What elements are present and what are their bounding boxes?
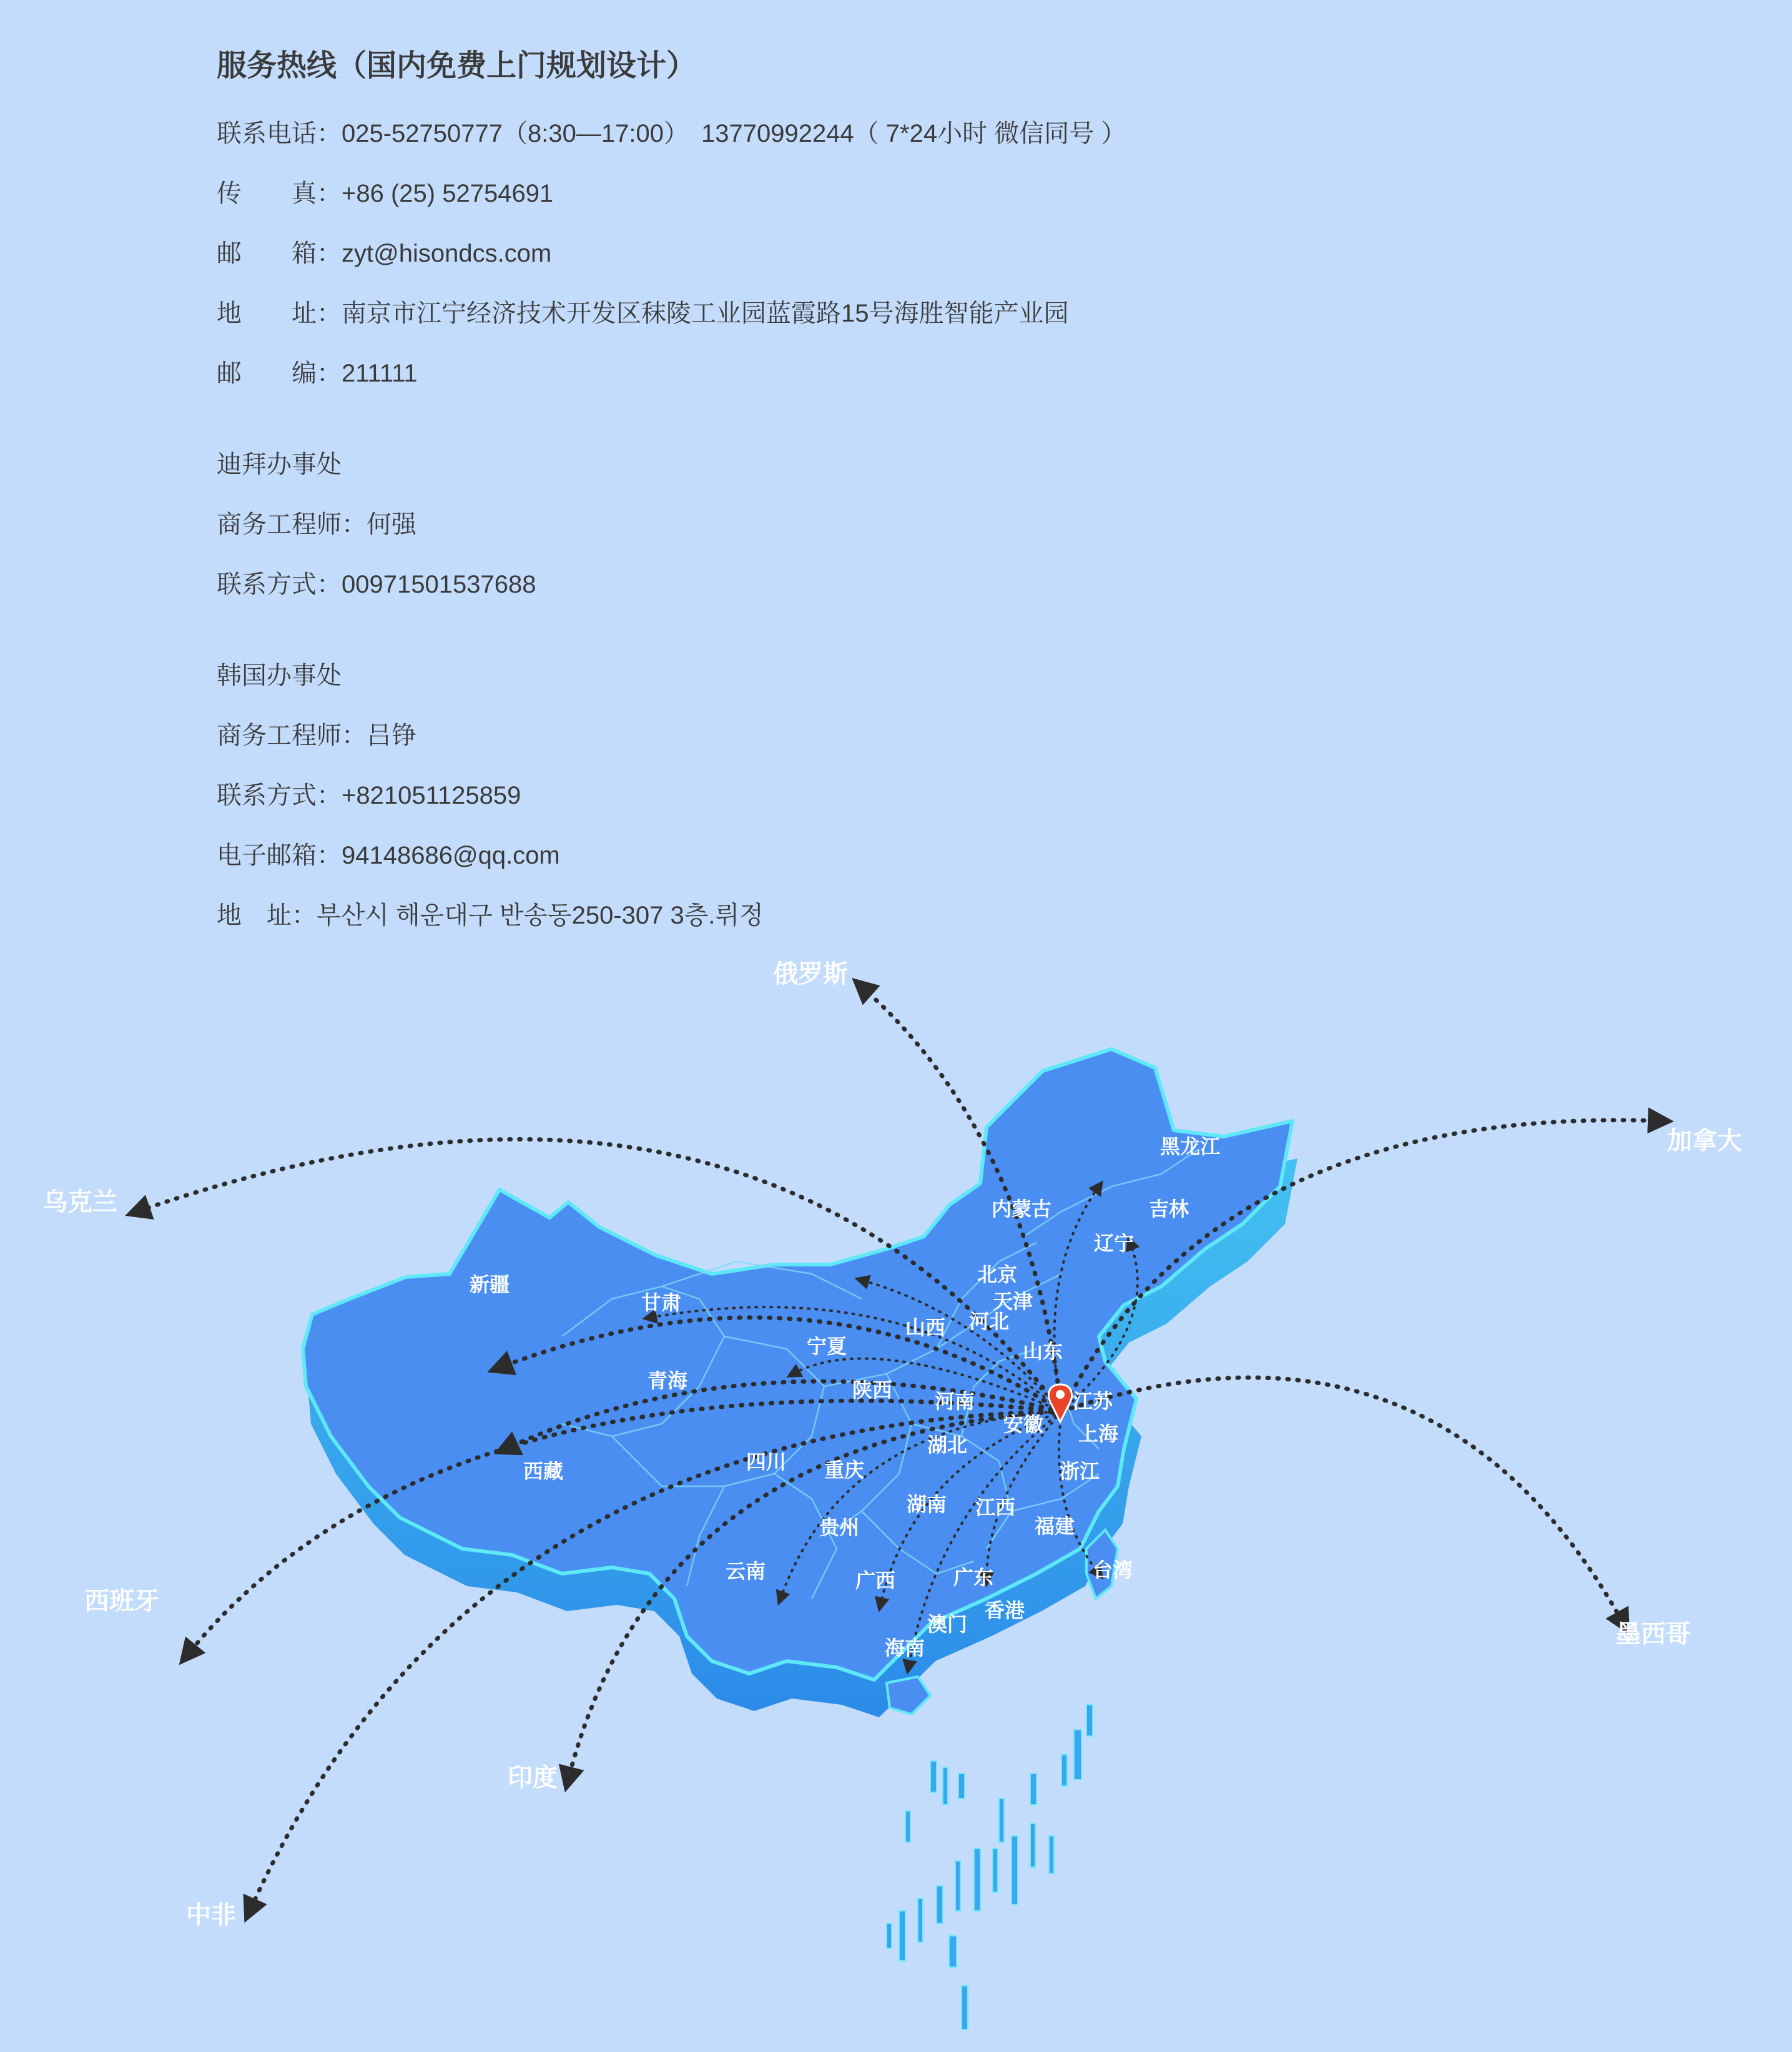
address-label-1: 地	[217, 300, 242, 327]
korea-engineer-line	[217, 716, 416, 751]
country-label: 墨西哥	[1616, 1620, 1691, 1648]
province-label: 湖南	[907, 1493, 947, 1516]
china-export-map	[0, 949, 1792, 2052]
korea-address-label: 地 址：	[217, 902, 317, 929]
dubai-engineer-label: 商务工程师：	[217, 511, 367, 538]
province-label: 广西	[855, 1569, 896, 1592]
province-label: 云南	[726, 1560, 766, 1582]
email-value[interactable]: zyt@hisondcs.com	[342, 240, 552, 267]
country-label: 西班牙	[84, 1587, 159, 1615]
address-value: 南京市江宁经济技术开发区秣陵工业园蓝霞路15号海胜智能产业园	[342, 300, 1069, 327]
hotline-title: 服务热线（国内免费上门规划设计）	[217, 49, 697, 82]
postcode-value: 211111	[342, 360, 418, 387]
dubai-engineer-value: 何强	[367, 511, 416, 538]
south-sea-islands	[887, 1705, 1093, 2030]
province-label: 福建	[1035, 1515, 1075, 1537]
korea-email-line	[217, 836, 560, 871]
province-label: 四川	[746, 1451, 787, 1473]
dubai-engineer-line	[217, 505, 416, 540]
province-label: 河北	[969, 1310, 1010, 1333]
hainan-island	[887, 1677, 930, 1714]
postcode-line	[217, 353, 418, 389]
province-label: 陕西	[852, 1379, 893, 1401]
province-label: 贵州	[819, 1516, 860, 1539]
province-label: 新疆	[470, 1273, 510, 1296]
province-label: 广东	[953, 1566, 994, 1589]
korea-contact-value[interactable]: +821051125859	[342, 782, 521, 809]
korea-contact-label: 联系方式：	[217, 782, 342, 809]
country-label: 俄罗斯	[773, 960, 848, 988]
province-label: 重庆	[824, 1459, 865, 1481]
province-label: 澳门	[927, 1613, 968, 1635]
korea-engineer-label: 商务工程师：	[217, 722, 367, 749]
province-label: 吉林	[1149, 1198, 1189, 1220]
korea-engineer-value: 吕铮	[367, 722, 416, 749]
postcode-label-2: 编：	[292, 360, 342, 387]
korea-address-value: 부산시 해운대구 반송동250-307 3층.뤼정	[317, 902, 764, 929]
korea-address-line	[217, 895, 764, 931]
fax-label-1: 传	[217, 180, 242, 207]
map-svg	[0, 949, 1792, 2052]
dubai-contact-line	[217, 565, 536, 600]
province-label: 江苏	[1073, 1390, 1113, 1413]
korea-email-label: 电子邮箱：	[217, 842, 342, 869]
province-label: 安徽	[1003, 1413, 1044, 1436]
korea-office-title: 韩国办事处	[217, 662, 342, 689]
province-label: 上海	[1078, 1423, 1119, 1445]
fax-line	[217, 174, 553, 209]
province-label: 辽宁	[1094, 1232, 1135, 1255]
phone-label: 联系电话：	[217, 120, 342, 147]
email-line	[217, 234, 551, 269]
korea-email-value[interactable]: 94148686@qq.com	[342, 842, 560, 869]
province-label: 甘肃	[641, 1291, 682, 1314]
dubai-contact-label: 联系方式：	[217, 571, 342, 598]
province-label: 江西	[975, 1496, 1016, 1519]
province-label: 湖北	[927, 1434, 968, 1456]
province-label: 宁夏	[807, 1335, 847, 1358]
dubai-contact-value[interactable]: 00971501537688	[342, 571, 536, 598]
fax-value: +86 (25) 52754691	[342, 180, 554, 207]
province-label: 西藏	[523, 1460, 564, 1482]
route-mexico	[1061, 1378, 1623, 1624]
korea-contact-line	[217, 776, 521, 811]
postcode-label-1: 邮	[217, 360, 242, 387]
province-label: 海南	[885, 1637, 925, 1659]
province-label: 河南	[935, 1390, 975, 1413]
phone-value[interactable]: 025-52750777（8:30—17:00） 13770992244（ 7*24小时 微信同号 ）	[342, 120, 1126, 147]
province-label: 台湾	[1093, 1559, 1133, 1581]
country-label: 印度	[508, 1764, 558, 1792]
province-label: 香港	[985, 1599, 1025, 1622]
province-label: 山东	[1023, 1340, 1063, 1363]
province-label: 天津	[993, 1290, 1033, 1313]
province-label: 黑龙江	[1160, 1135, 1221, 1158]
province-label: 青海	[647, 1369, 688, 1392]
dubai-office-title: 迪拜办事处	[217, 451, 342, 478]
fax-label-2: 真：	[292, 180, 342, 207]
province-label: 内蒙古	[992, 1198, 1052, 1220]
province-label: 山西	[905, 1316, 946, 1339]
phone-line	[217, 114, 1126, 149]
province-label: 浙江	[1060, 1460, 1100, 1482]
email-label-1: 邮	[217, 240, 242, 267]
province-label: 北京	[977, 1263, 1018, 1286]
country-label: 中非	[186, 1902, 236, 1929]
country-label: 加拿大	[1667, 1127, 1742, 1155]
address-label-2: 址：	[292, 300, 342, 327]
address-line	[217, 293, 1069, 329]
email-label-2: 箱：	[292, 240, 342, 267]
country-label: 乌克兰	[42, 1188, 117, 1216]
